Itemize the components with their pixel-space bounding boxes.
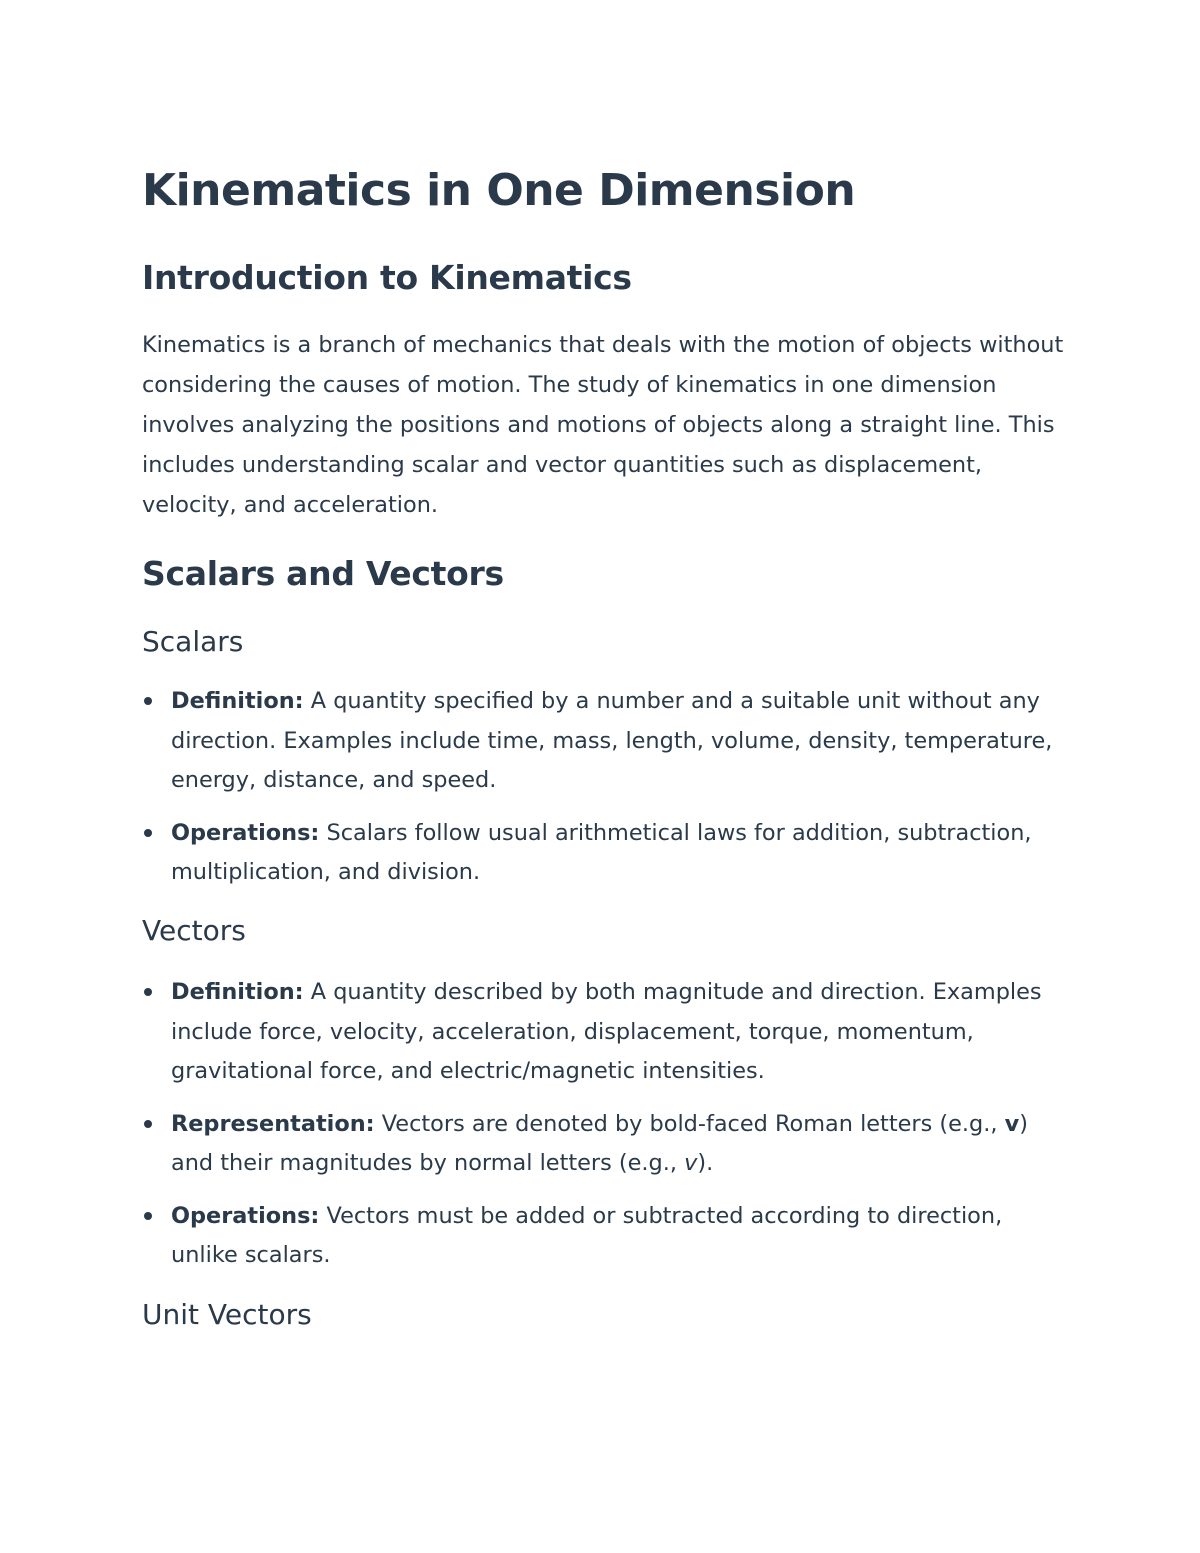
list-item-term: Representation:: [171, 1110, 375, 1137]
intro-paragraph: Kinematics is a branch of mechanics that deals with the motion of objects without considering the causes of motion. The study of kinematics in one dimension involves analyzing the positions and motions of objects along a straight line. This includes understanding scalar and vector quantities such as displacement, velocity, and acceleration.: [142, 332, 1064, 518]
list-item: [142, 973, 1072, 1092]
magnitude-symbol-italic: v: [684, 1150, 698, 1176]
section-heading-introduction: Introduction to Kinematics: [142, 258, 632, 297]
bullet-icon: [144, 988, 152, 996]
list-item: [142, 682, 1072, 801]
subheading-unit-vectors: Unit Vectors: [142, 1298, 312, 1331]
subheading-scalars: Scalars: [142, 625, 244, 658]
vectors-list: [142, 973, 1072, 1289]
page-title: Kinematics in One Dimension: [142, 165, 856, 216]
list-item-term: Operations:: [171, 1202, 320, 1229]
list-item: [142, 1105, 1072, 1184]
list-item-text: Vectors are denoted by bold-faced Roman letters (e.g.,: [374, 1110, 1005, 1137]
list-item-text: Vectors must be added or subtracted according to direction, unlike scalars.: [171, 1202, 1003, 1268]
list-item-text: A quantity described by both magnitude and direction. Examples include force, velocity, acceleration, displacement, torque, momentum, gravitational force, and electric/magnetic intensities.: [171, 979, 1042, 1084]
list-item-text: Scalars follow usual arithmetical laws for addition, subtraction, multiplication, and division.: [171, 819, 1032, 885]
subheading-vectors: Vectors: [142, 914, 246, 947]
section-heading-scalars-and-vectors: Scalars and Vectors: [142, 554, 504, 593]
list-item-term: Operations:: [171, 819, 320, 846]
bullet-icon: [144, 829, 152, 837]
list-item: [142, 814, 1072, 893]
list-item-text: ) and their magnitudes by normal letters (e.g.,: [171, 1110, 1028, 1176]
bullet-icon: [144, 1212, 152, 1220]
list-item-text: ).: [697, 1150, 714, 1176]
list-item: [142, 1197, 1072, 1276]
bullet-icon: [144, 1120, 152, 1128]
list-item-text: A quantity specified by a number and a suitable unit without any direction. Examples include time, mass, length, volume, density, temperature, energy, distance, and speed.: [171, 688, 1053, 793]
bullet-icon: [144, 697, 152, 705]
vector-symbol-bold: v: [1004, 1110, 1020, 1137]
scalars-list: [142, 682, 1072, 906]
list-item-term: Definition:: [171, 688, 304, 714]
list-item-term: Definition:: [171, 979, 304, 1005]
